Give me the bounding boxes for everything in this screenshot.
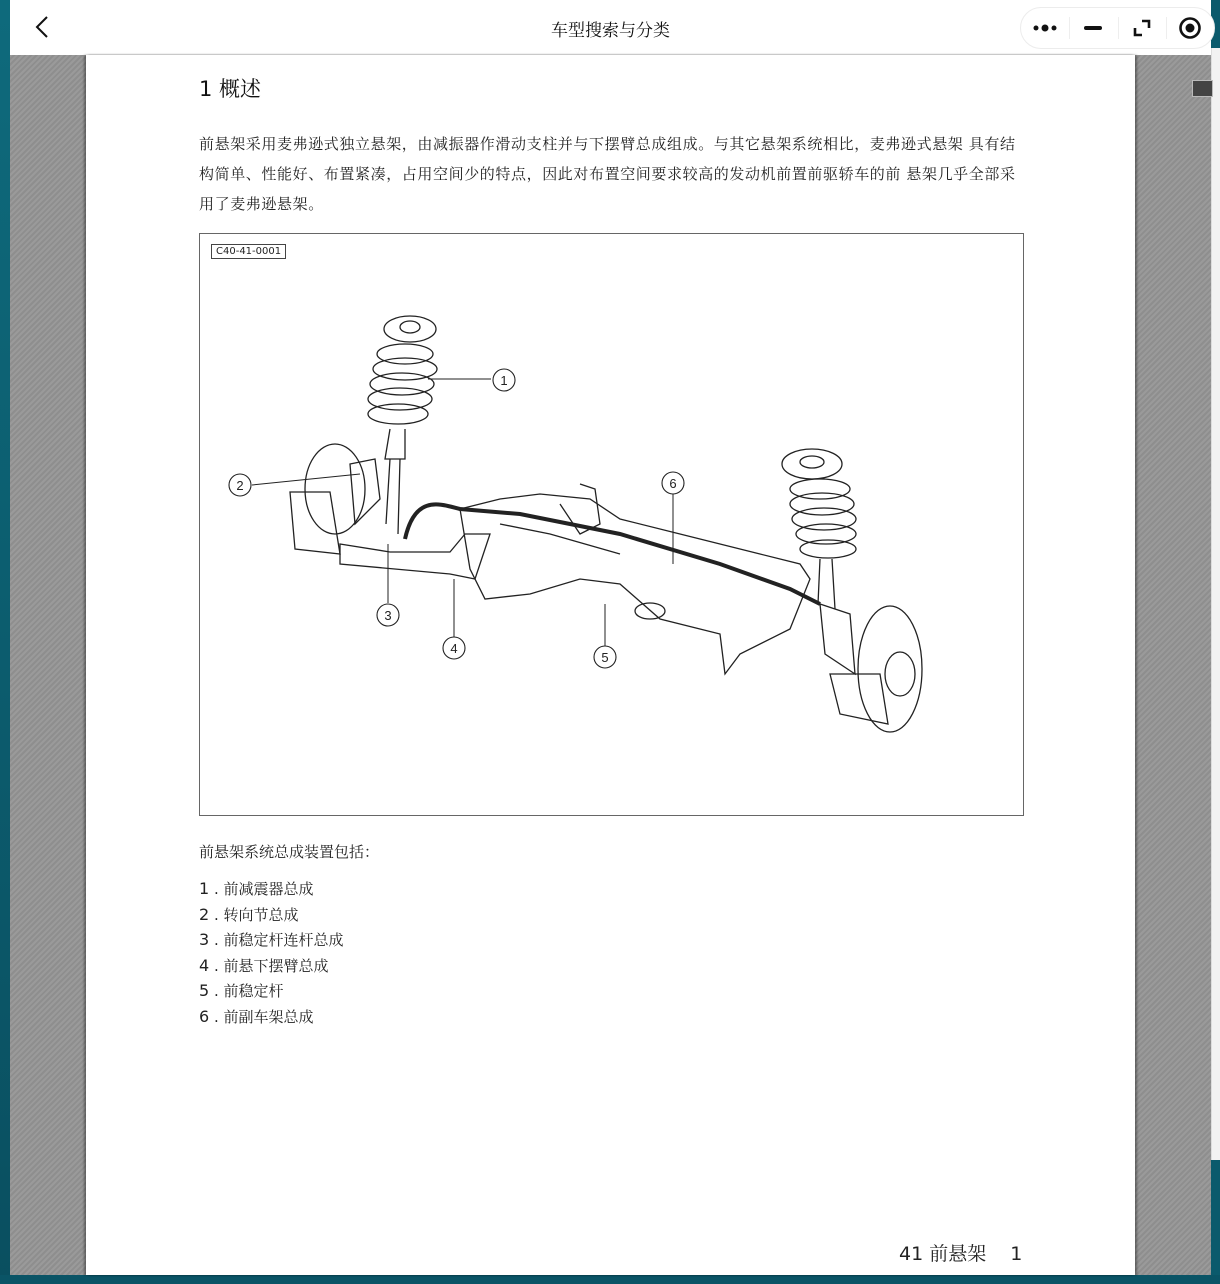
list-intro: 前悬架系统总成装置包括：: [199, 843, 380, 861]
page-number: 1: [1010, 1243, 1023, 1265]
item-label: . 前副车架总成: [213, 1007, 314, 1026]
more-button[interactable]: [1021, 8, 1069, 48]
footer-section: 41 前悬架: [899, 1243, 987, 1265]
overview-paragraph: 前悬架采用麦弗逊式独立悬架，由减振器作滑动支柱并与下摆臂总成组成。与其它悬架系统相比，麦弗逊式悬架 具有结构简单、性能好、布置紧凑，占用空间少的特点，因此对布置空间要求较高的发动机前置前驱轿车的前 悬架几乎全部采用了麦弗逊悬架。: [199, 135, 1016, 213]
list-item: [199, 980, 344, 1006]
item-label: . 转向节总成: [213, 905, 299, 924]
restore-icon: [1133, 19, 1151, 37]
callout-2: 2: [236, 478, 244, 493]
close-button[interactable]: [1166, 8, 1214, 48]
item-number: 2: [199, 904, 210, 924]
callout-6: 6: [669, 476, 677, 491]
list-item: [199, 929, 344, 955]
item-label: . 前稳定杆连杆总成: [213, 931, 344, 950]
window-title: 车型搜索与分类: [551, 21, 670, 41]
item-number: 4: [199, 955, 210, 975]
document-page: [86, 55, 1135, 1275]
page-footer: [899, 1239, 1022, 1266]
list-item: [199, 904, 344, 930]
more-dots-icon: [1032, 23, 1058, 33]
side-panel: [1211, 48, 1220, 1160]
callout-4: 4: [450, 641, 458, 656]
component-list: [199, 878, 344, 1032]
callout-3: 3: [384, 608, 392, 623]
list-item: [199, 955, 344, 981]
figure-code: C40-41-0001: [211, 244, 286, 259]
target-circle-icon: [1178, 16, 1202, 40]
subframe-drawing: [460, 494, 810, 674]
list-item: [199, 1006, 344, 1032]
minus-icon: [1083, 25, 1103, 31]
callout-5: 5: [601, 650, 609, 665]
suspension-diagram: [200, 234, 1023, 815]
right-knuckle-drawing: [820, 604, 922, 732]
right-strut-drawing: [782, 449, 856, 609]
item-label: . 前悬下摆臂总成: [213, 956, 329, 975]
suspension-figure: [199, 233, 1024, 816]
left-knuckle-drawing: [290, 444, 380, 554]
desktop-background-bottom: [0, 1275, 1220, 1284]
window-controls: [1020, 7, 1215, 49]
restore-button[interactable]: [1118, 8, 1166, 48]
section-heading: 1 概述: [199, 77, 262, 101]
desktop-background: [0, 0, 10, 1284]
list-item: [199, 878, 344, 904]
minimize-button[interactable]: [1069, 8, 1117, 48]
item-number: 1: [199, 879, 210, 898]
item-label: . 前稳定杆: [213, 982, 284, 1001]
item-number: 3: [199, 930, 210, 950]
item-label: . 前减震器总成: [213, 880, 314, 898]
item-number: 6: [199, 1006, 210, 1026]
scroll-thumb[interactable]: [1192, 80, 1213, 97]
item-number: 5: [199, 981, 210, 1001]
title-bar: [10, 0, 1211, 55]
callout-1: 1: [500, 373, 508, 388]
